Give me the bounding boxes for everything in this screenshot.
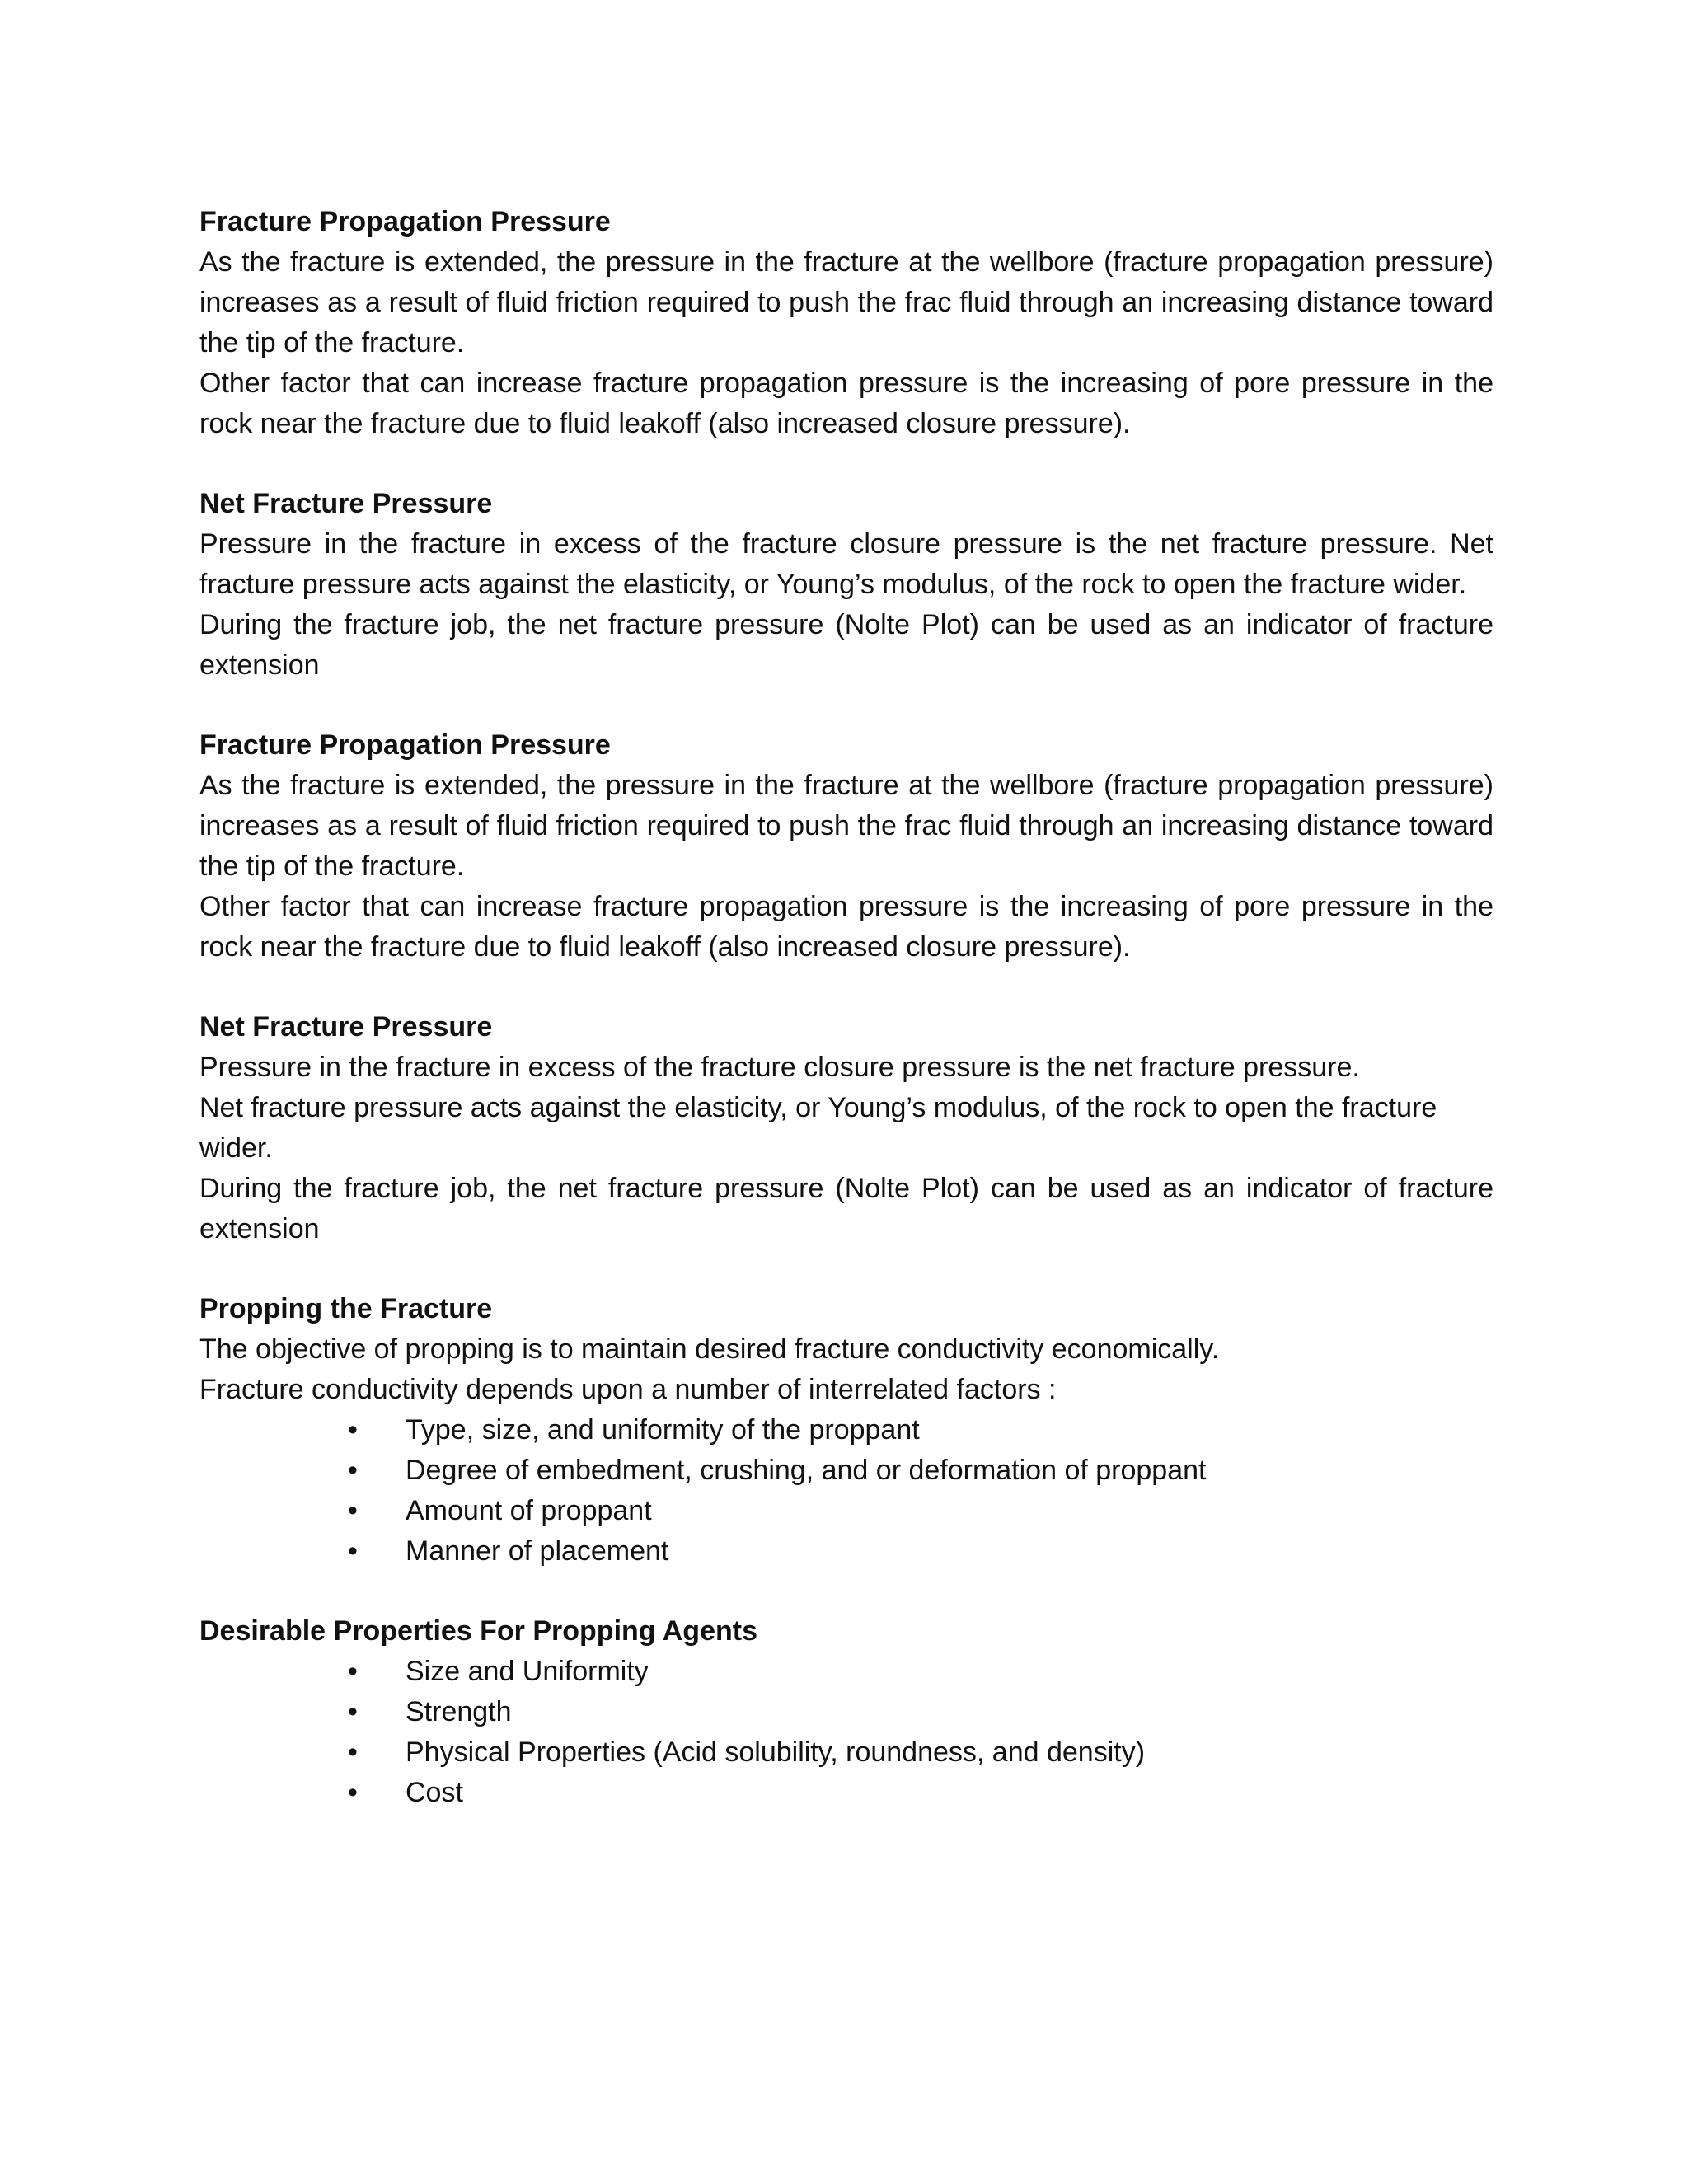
section-heading: Fracture Propagation Pressure	[199, 729, 611, 761]
list-item	[199, 1531, 1493, 1572]
paragraph: During the fracture job, the net fracture pressure (Nolte Plot) can be used as an indicator of fracture extension	[199, 609, 1493, 681]
list-item-text: Manner of placement	[406, 1535, 669, 1567]
section-heading: Fracture Propagation Pressure	[199, 206, 611, 237]
section-heading: Net Fracture Pressure	[199, 1011, 493, 1043]
section-heading: Desirable Properties For Propping Agents	[199, 1615, 757, 1647]
paragraph: Net fracture pressure acts against the elasticity, or Young’s modulus, of the rock to open the fracture wider.	[199, 1092, 1437, 1164]
list-item	[199, 1652, 1493, 1692]
paragraph: Pressure in the fracture in excess of the fracture closure pressure is the net fracture pressure. Net fracture pressure acts against the elasticity, or Young’s modulus, of the rock to open the fracture wider.	[199, 528, 1493, 600]
bullet-icon: •	[348, 1535, 358, 1567]
section-net-fracture-pressure-1	[199, 484, 1493, 686]
list-item-text: Size and Uniformity	[406, 1656, 649, 1687]
bullet-icon: •	[348, 1455, 358, 1486]
bullet-list	[199, 1652, 1493, 1813]
bullet-icon: •	[348, 1777, 358, 1808]
list-item-text: Cost	[406, 1777, 463, 1808]
list-item	[199, 1732, 1493, 1773]
paragraph: As the fracture is extended, the pressure in the fracture at the wellbore (fracture propagation pressure) increases as a result of fluid friction required to push the frac fluid through an increasing distance toward the tip of the fracture.	[199, 246, 1493, 359]
paragraph: Pressure in the fracture in excess of the fracture closure pressure is the net fracture pressure.	[199, 1052, 1360, 1083]
list-item	[199, 1692, 1493, 1732]
section-desirable-properties	[199, 1611, 1493, 1813]
bullet-icon: •	[348, 1736, 358, 1768]
list-item-text: Strength	[406, 1696, 512, 1727]
bullet-icon: •	[348, 1414, 358, 1446]
paragraph: During the fracture job, the net fracture pressure (Nolte Plot) can be used as an indicator of fracture extension	[199, 1173, 1493, 1244]
section-net-fracture-pressure-2	[199, 1007, 1493, 1249]
section-fracture-propagation-pressure-2	[199, 725, 1493, 968]
section-heading: Net Fracture Pressure	[199, 488, 493, 519]
bullet-icon: •	[348, 1495, 358, 1526]
list-item-text: Type, size, and uniformity of the proppant	[406, 1414, 920, 1446]
paragraph: Other factor that can increase fracture propagation pressure is the increasing of pore pressure in the rock near the fracture due to fluid leakoff (also increased closure pressure).	[199, 368, 1493, 439]
bullet-icon: •	[348, 1656, 358, 1687]
bullet-icon: •	[348, 1696, 358, 1727]
paragraph: As the fracture is extended, the pressure in the fracture at the wellbore (fracture propagation pressure) increases as a result of fluid friction required to push the frac fluid through an increasing distance toward the tip of the fracture.	[199, 770, 1493, 882]
paragraph: The objective of propping is to maintain desired fracture conductivity economically.	[199, 1333, 1220, 1365]
list-item	[199, 1773, 1493, 1813]
section-fracture-propagation-pressure-1	[199, 202, 1493, 444]
section-heading: Propping the Fracture	[199, 1293, 493, 1324]
paragraph: Other factor that can increase fracture propagation pressure is the increasing of pore pressure in the rock near the fracture due to fluid leakoff (also increased closure pressure).	[199, 891, 1493, 963]
list-item	[199, 1451, 1493, 1491]
list-item-text: Amount of proppant	[406, 1495, 652, 1526]
bullet-list	[199, 1410, 1493, 1572]
paragraph: Fracture conductivity depends upon a number of interrelated factors :	[199, 1374, 1057, 1405]
list-item	[199, 1491, 1493, 1531]
document-page	[199, 202, 1493, 1853]
list-item	[199, 1410, 1493, 1451]
section-propping-the-fracture	[199, 1289, 1493, 1572]
list-item-text: Degree of embedment, crushing, and or deformation of proppant	[406, 1455, 1207, 1486]
list-item-text: Physical Properties (Acid solubility, roundness, and density)	[406, 1736, 1146, 1768]
